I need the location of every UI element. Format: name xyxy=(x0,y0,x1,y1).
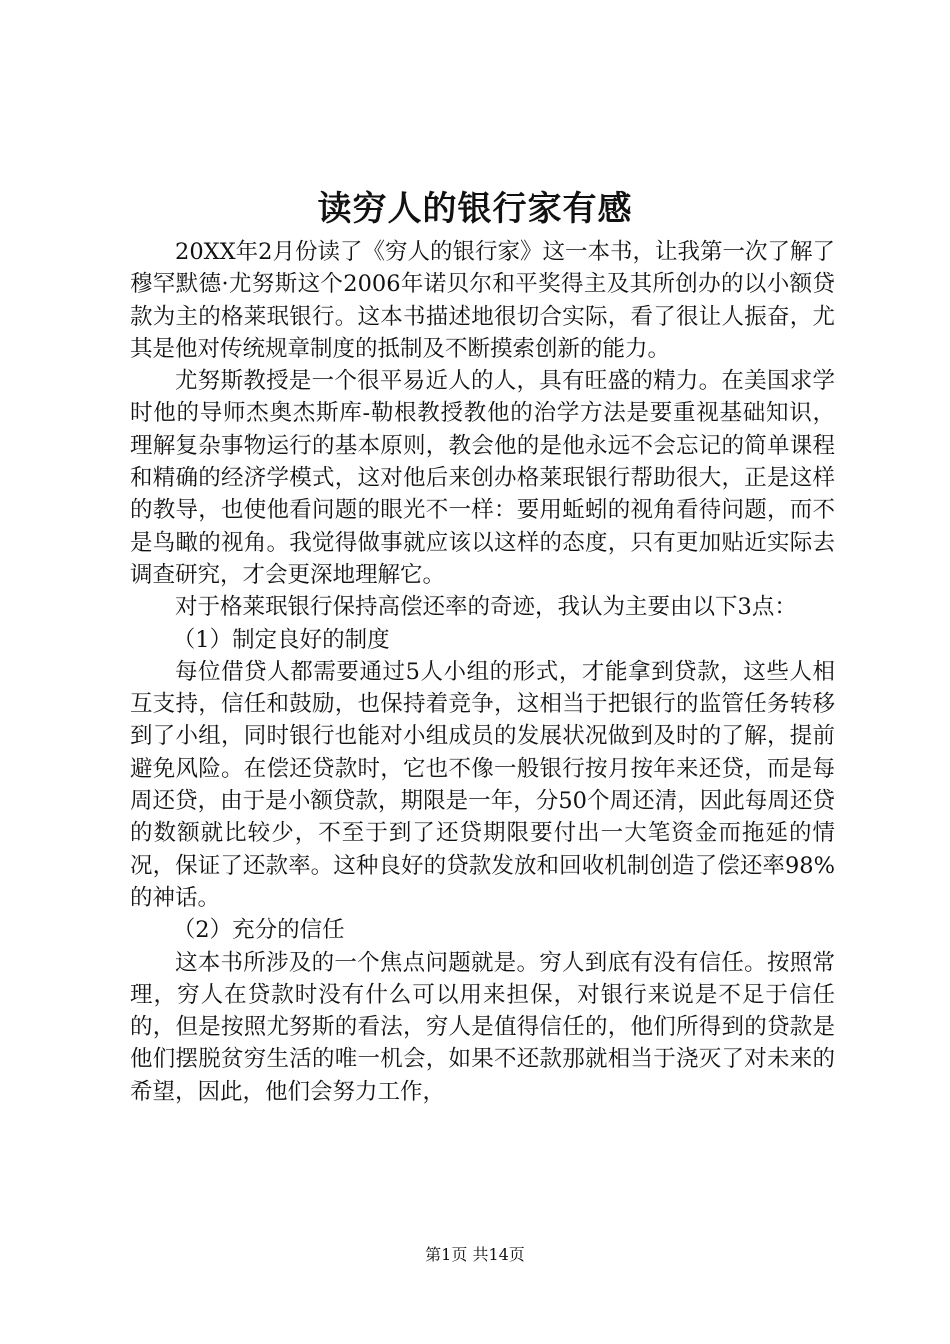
paragraph-intro: 20XX年2月份读了《穷人的银行家》这一本书，让我第一次了解了穆罕默德·尤努斯这个2006年诺贝尔和平奖得主及其所创办的以小额贷款为主的格莱珉银行。这本书描述地很切合实际，看了很让人振奋，尤其是他对传统规章制度的抵制及不断摸索创新的能力。 xyxy=(130,239,835,362)
heading-point-1: （1）制定良好的制度 xyxy=(172,626,390,653)
page-number: 第1页 共14页 xyxy=(425,1245,525,1264)
paragraph-professor: 尤努斯教授是一个很平易近人的人，具有旺盛的精力。在美国求学时他的导师杰奥杰斯库-勒根教授教他的治学方法是要重视基础知识，理解复杂事物运行的基本原则，教会他的是他永远不会忘记的简单课程和精确的经济学模式，这对他后来创办格莱珉银行帮助很大，正是这样的教导，也使他看问题的眼光不一样：要用蚯蚓的视角看待问题，而不是鸟瞰的视角。我觉得做事就应该以这样的态度，只有更加贴近实际去调查研究，才会更深地理解它。 xyxy=(130,368,835,588)
document-title: 读穷人的银行家有感 xyxy=(317,189,633,229)
paragraph-three-points: 对于格莱珉银行保持高偿还率的奇迹，我认为主要由以下3点： xyxy=(175,594,797,621)
heading-point-2: （2）充分的信任 xyxy=(172,917,345,944)
paragraph-trust: 这本书所涉及的一个焦点问题就是。穷人到底有没有信任。按照常理，穷人在贷款时没有什么可以用来担保，对银行来说是不足于信任的，但是按照尤努斯的看法，穷人是值得信任的，他们所得到的贷款是他们摆脱贫穷生活的唯一机会，如果不还款那就相当于浇灭了对未来的希望，因此，他们会努力工作， xyxy=(130,949,835,1105)
document-body xyxy=(130,236,835,1108)
paragraph-system: 每位借贷人都需要通过5人小组的形式，才能拿到贷款，这些人相互支持，信任和鼓励，也保持着竞争，这相当于把银行的监管任务转移到了小组，同时银行也能对小组成员的发展状况做到及时的了解，提前避免风险。在偿还贷款时，它也不像一般银行按月按年来还贷，而是每周还贷，由于是小额贷款，期限是一年，分50个周还清，因此每周还贷的数额就比较少，不至于到了还贷期限要付出一大笔资金而拖延的情况，保证了还款率。这种良好的贷款发放和回收机制创造了偿还率98%的神话。 xyxy=(130,658,835,911)
